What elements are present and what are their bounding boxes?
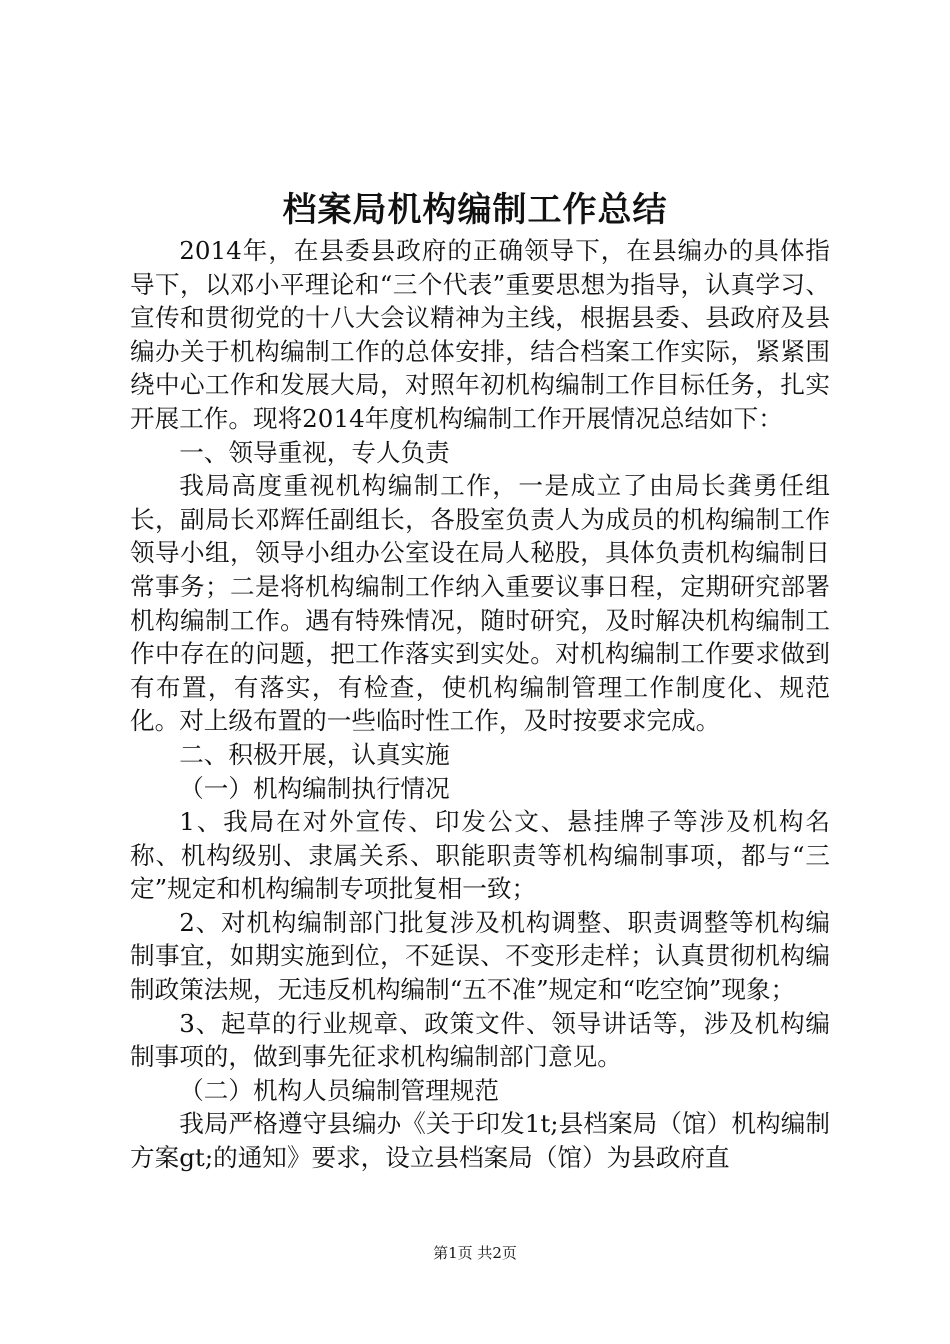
paragraph-leadership: 我局高度重视机构编制工作，一是成立了由局长龚勇任组长，副局长邓辉任副组长，各股室负责人为成员的机构编制工作领导小组，领导小组办公室设在局人秘股，具体负责机构编制日常事务；二是将机构编制工作纳入重要议事日程，定期研究部署机构编制工作。遇有特殊情况，随时研究，及时解决机构编制工作中存在的问题，把工作落实到实处。对机构编制工作要求做到有布置，有落实，有检查，使机构编制管理工作制度化、规范化。对上级布置的一些临时性工作，及时按要求完成。 (130, 471, 830, 736)
subsection-heading-1: （一）机构编制执行情况 (179, 773, 450, 803)
list-item-1: 1、我局在对外宣传、印发公文、悬挂牌子等涉及机构名称、机构级别、隶属关系、职能职责等机构编制事项，都与“三定”规定和机构编制专项批复相一致； (130, 807, 830, 904)
section-heading-1: 一、领导重视，专人负责 (179, 437, 450, 467)
list-item-2: 2、对机构编制部门批复涉及机构调整、职责调整等机构编制事宜，如期实施到位，不延误、不变形走样；认真贯彻机构编制政策法规，无违反机构编制“五不准”规定和“吃空饷”现象； (130, 907, 830, 1005)
document-title: 档案局机构编制工作总结 (282, 190, 668, 230)
paragraph-staffing: 我局严格遵守县编办《关于印发1t;县档案局（馆）机构编制方案gt;的通知》要求，设立县档案局（馆）为县政府直 (130, 1109, 830, 1173)
document-body (130, 234, 830, 1175)
page-footer: 第1页 共2页 (433, 1244, 517, 1262)
subsection-heading-2: （二）机构人员编制管理规范 (179, 1075, 499, 1105)
section-heading-2: 二、积极开展，认真实施 (179, 739, 450, 769)
paragraph-intro: 2014年，在县委县政府的正确领导下，在县编办的具体指导下，以邓小平理论和“三个代表”重要思想为指导，认真学习、宣传和贯彻党的十八大会议精神为主线，根据县委、县政府及县编办关于机构编制工作的总体安排，结合档案工作实际，紧紧围绕中心工作和发展大局，对照年初机构编制工作目标任务，扎实开展工作。现将2014年度机构编制工作开展情况总结如下： (130, 236, 830, 433)
list-item-3: 3、起草的行业规章、政策文件、领导讲话等，涉及机构编制事项的，做到事先征求机构编制部门意见。 (130, 1008, 830, 1072)
